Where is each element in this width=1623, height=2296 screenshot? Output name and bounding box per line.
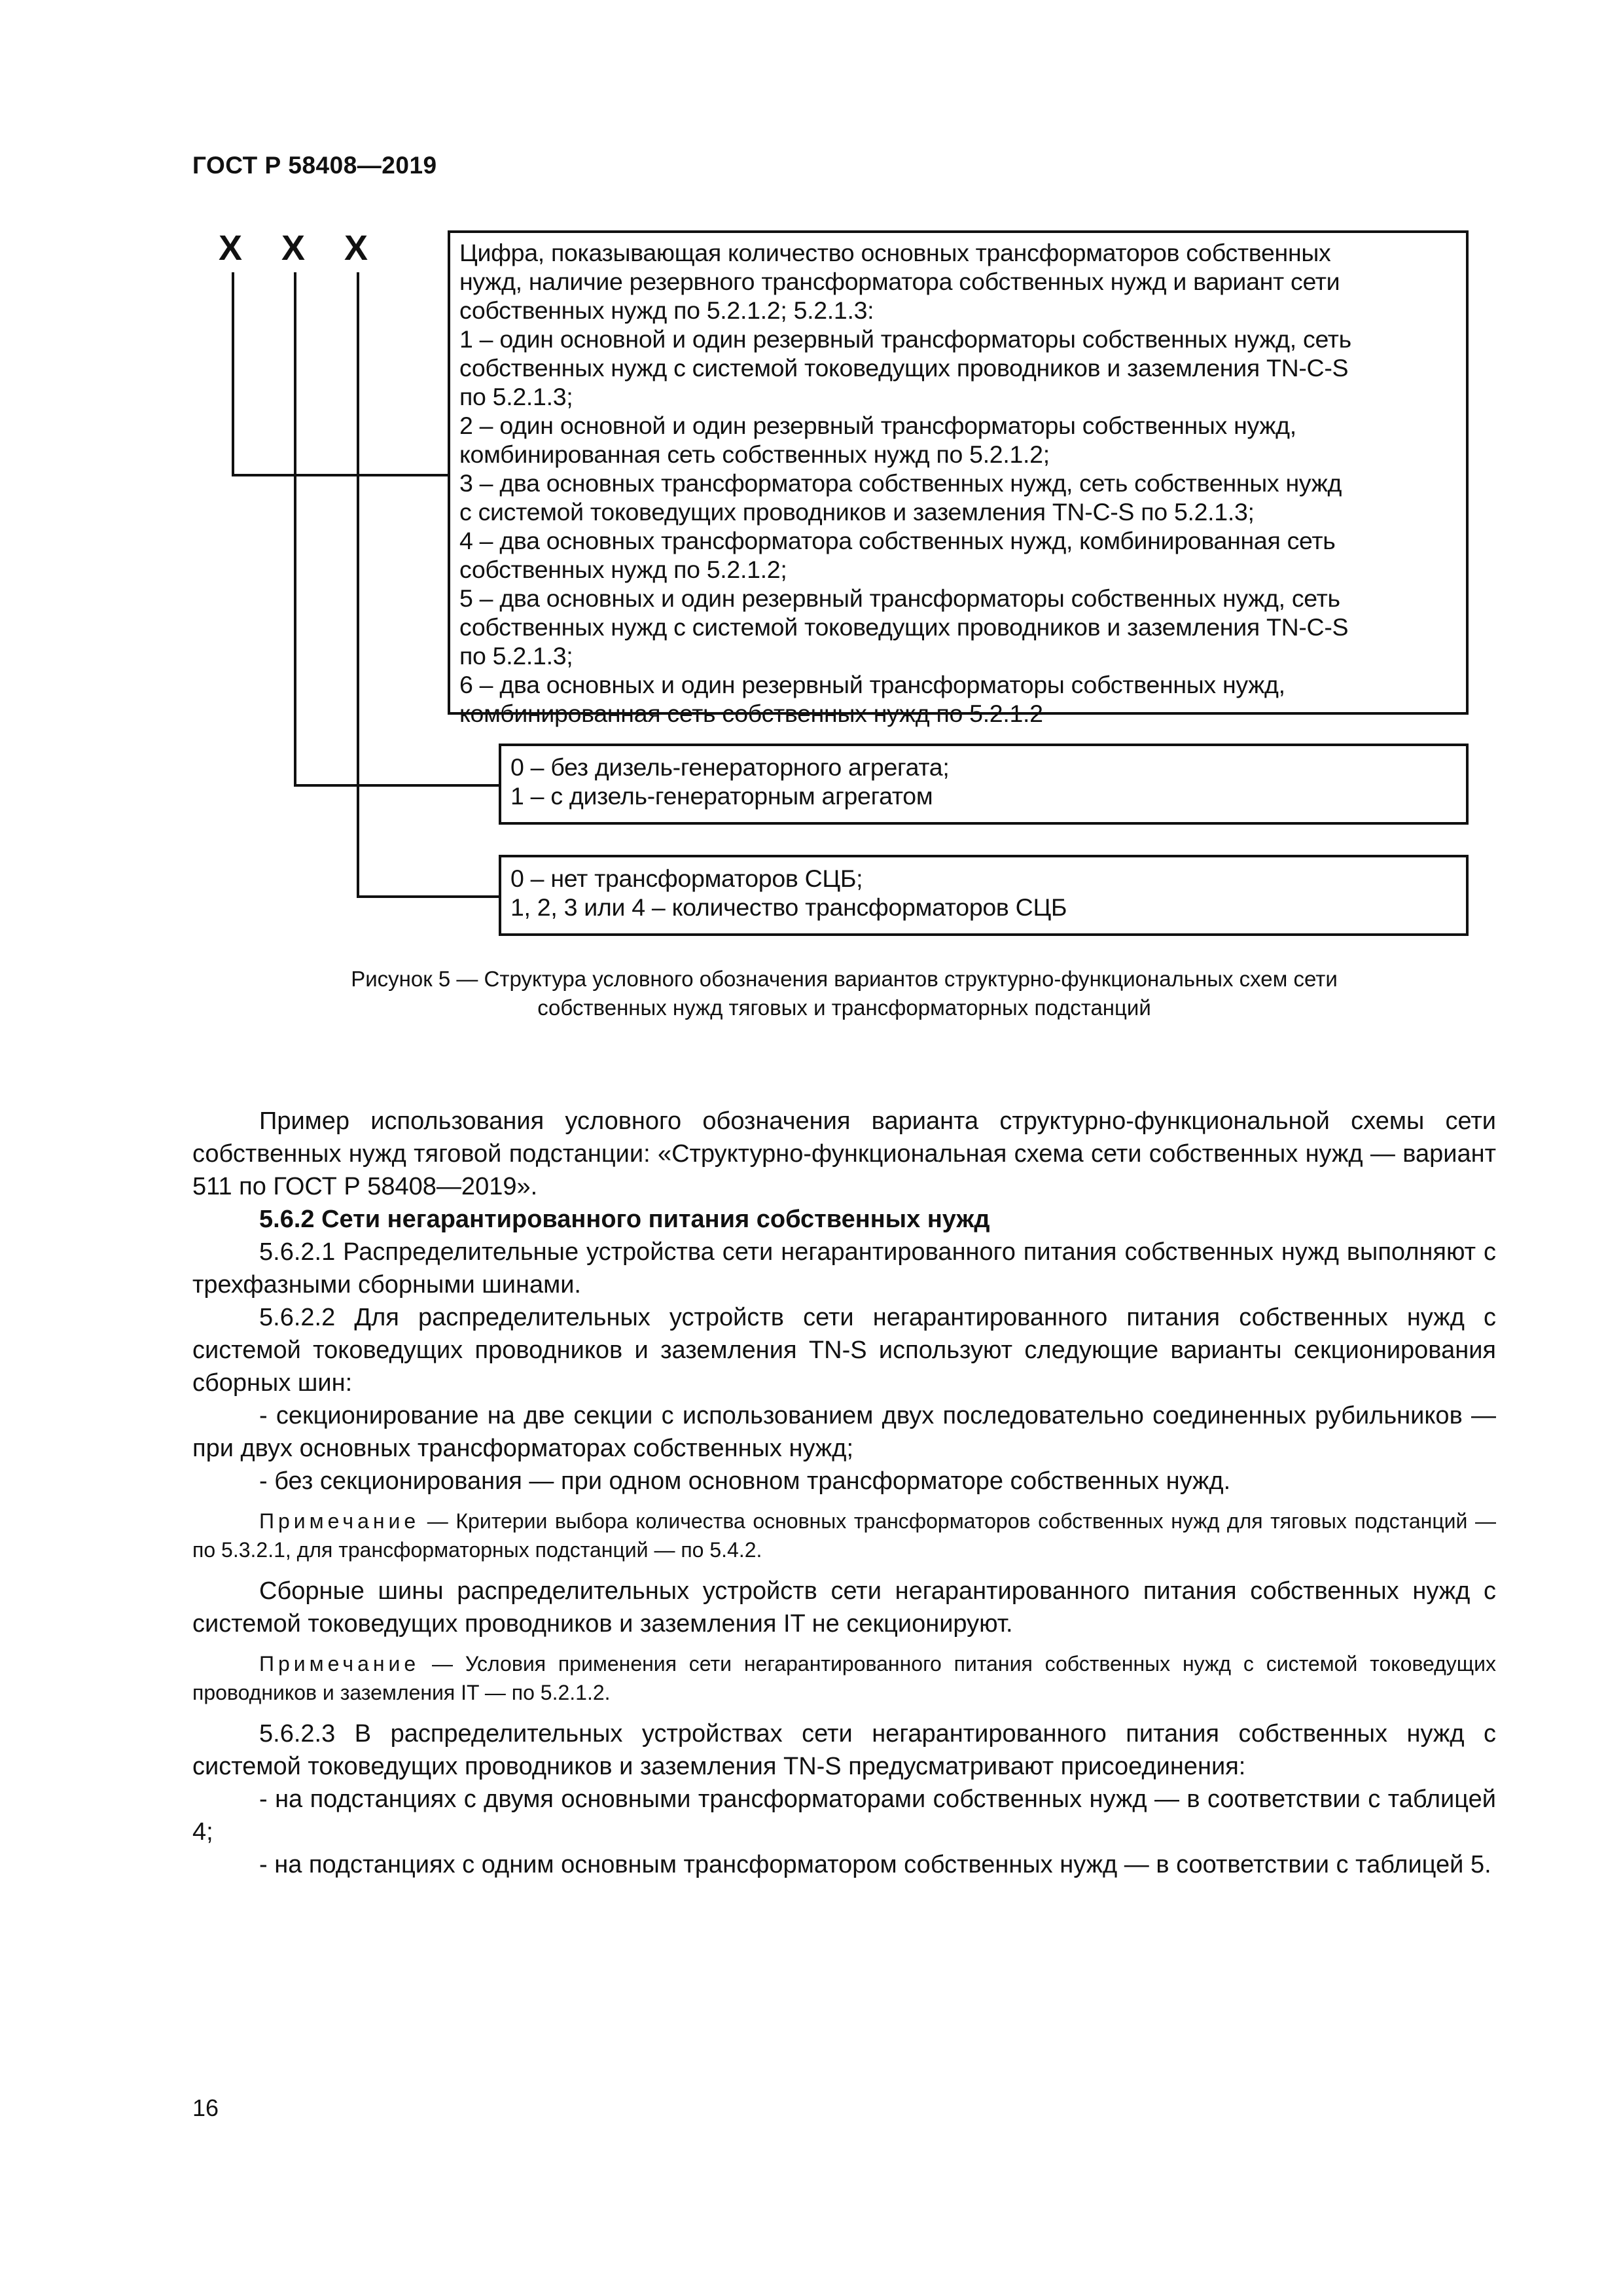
connector-line-3-horizontal xyxy=(357,895,499,898)
note-1 xyxy=(192,1507,1496,1564)
note-text: — Условия применения сети негарантированного питания собственных нужд с системой токоведущих проводников и заземления IT — по 5.2.1.2. xyxy=(192,1652,1496,1704)
box3-line: 0 – нет трансформаторов СЦБ; xyxy=(510,865,863,892)
list-item: - секционирование на две секции с использованием двух последовательно соединенных рубильников — при двух основных трансформаторах собственных нужд; xyxy=(192,1402,1496,1462)
box1-line: 1 – один основной и один резервный трансформаторы собственных нужд, сеть xyxy=(459,325,1351,353)
list-item: - на подстанциях с двумя основными трансформаторами собственных нужд — в соответствии с таблицей 4; xyxy=(192,1785,1496,1846)
box1-line: собственных нужд с системой токоведущих проводников и заземления TN-C-S xyxy=(459,354,1349,382)
body-text xyxy=(192,1105,1496,1881)
example-paragraph: Пример использования условного обозначения варианта структурно-функциональной схемы сети собственных нужд тяговой подстанции: «Структурно-функциональная схема сети собственных нужд — вариант 511 по ГОСТ Р 58408—2019». xyxy=(192,1107,1496,1200)
connector-line-1-horizontal xyxy=(232,474,448,476)
box1-line: 4 – два основных трансформатора собственных нужд, комбинированная сеть xyxy=(459,527,1336,554)
symbol-x-3: X xyxy=(344,228,368,268)
box2-line: 1 – с дизель-генераторным агрегатом xyxy=(510,782,933,810)
figure-box-diesel xyxy=(499,744,1469,825)
note-2 xyxy=(192,1649,1496,1707)
symbol-x-2: X xyxy=(281,228,306,268)
box3-line: 1, 2, 3 или 4 – количество трансформаторов СЦБ xyxy=(510,893,1067,921)
symbol-x-1: X xyxy=(219,228,243,268)
caption-line: собственных нужд тяговых и трансформаторных подстанций xyxy=(537,996,1151,1020)
box1-line: по 5.2.1.3; xyxy=(459,642,573,670)
box1-line: 3 – два основных трансформатора собственных нужд, сеть собственных нужд xyxy=(459,469,1342,497)
figure-box-transformers xyxy=(448,230,1469,727)
caption-line: Рисунок 5 — Структура условного обозначения вариантов структурно-функциональных схем сети xyxy=(351,967,1338,991)
connector-line-2-horizontal xyxy=(294,784,499,787)
paragraph-5-6-2-1: 5.6.2.1 Распределительные устройства сети негарантированного питания собственных нужд выполняют с трехфазными сборными шинами. xyxy=(192,1238,1496,1299)
list-item: - на подстанциях с одним основным трансформатором собственных нужд — в соответствии с таблицей 5. xyxy=(259,1851,1491,1878)
box1-line: с системой токоведущих проводников и заземления TN-C-S по 5.2.1.3; xyxy=(459,498,1255,526)
box1-line: собственных нужд по 5.2.1.2; xyxy=(459,556,787,583)
note-label: Примечание xyxy=(259,1652,420,1676)
note-label: Примечание xyxy=(259,1509,420,1533)
section-heading: 5.6.2 Сети негарантированного питания собственных нужд xyxy=(259,1206,990,1233)
connector-line-2-vertical xyxy=(294,272,296,787)
box1-line: 5 – два основных и один резервный трансформаторы собственных нужд, сеть xyxy=(459,584,1340,612)
figure-box-scb xyxy=(499,855,1469,936)
page-header-standard: ГОСТ Р 58408—2019 xyxy=(192,152,437,179)
box1-line: по 5.2.1.3; xyxy=(459,383,573,410)
box1-line: нужд, наличие резервного трансформатора собственных нужд и вариант сети xyxy=(459,268,1340,295)
note-text: — Критерии выбора количества основных трансформаторов собственных нужд для тяговых подстанций — по 5.3.2.1, для трансформаторных подстанций — по 5.4.2. xyxy=(192,1509,1496,1562)
box1-line: 2 – один основной и один резервный трансформаторы собственных нужд, xyxy=(459,412,1296,439)
figure-caption xyxy=(192,965,1496,1022)
list-item: - без секционирования — при одном основном трансформаторе собственных нужд. xyxy=(259,1467,1231,1495)
connector-line-1-vertical xyxy=(232,272,234,476)
box1-line: комбинированная сеть собственных нужд по 5.2.1.2; xyxy=(459,440,1050,468)
box1-line: собственных нужд по 5.2.1.2; 5.2.1.3: xyxy=(459,296,874,324)
paragraph-5-6-2-3: 5.6.2.3 В распределительных устройствах сети негарантированного питания собственных нужд с системой токоведущих проводников и заземления TN-S предусматривают присоединения: xyxy=(192,1720,1496,1780)
paragraph-it: Сборные шины распределительных устройств сети негарантированного питания собственных нужд с системой токоведущих проводников и заземления IT не секционируют. xyxy=(192,1577,1496,1638)
box1-line: Цифра, показывающая количество основных трансформаторов собственных xyxy=(459,239,1331,266)
paragraph-5-6-2-2: 5.6.2.2 Для распределительных устройств сети негарантированного питания собственных нужд с системой токоведущих проводников и заземления TN-S используют следующие варианты секционирования сборных шин: xyxy=(192,1304,1496,1397)
page-number: 16 xyxy=(192,2094,219,2121)
connector-line-3-vertical xyxy=(357,272,359,898)
box1-line: собственных нужд с системой токоведущих проводников и заземления TN-C-S xyxy=(459,613,1349,641)
box2-line: 0 – без дизель-генераторного агрегата; xyxy=(510,753,950,781)
box1-line: комбинированная сеть собственных нужд по 5.2.1.2 xyxy=(459,700,1043,727)
box1-line: 6 – два основных и один резервный трансформаторы собственных нужд, xyxy=(459,671,1285,698)
